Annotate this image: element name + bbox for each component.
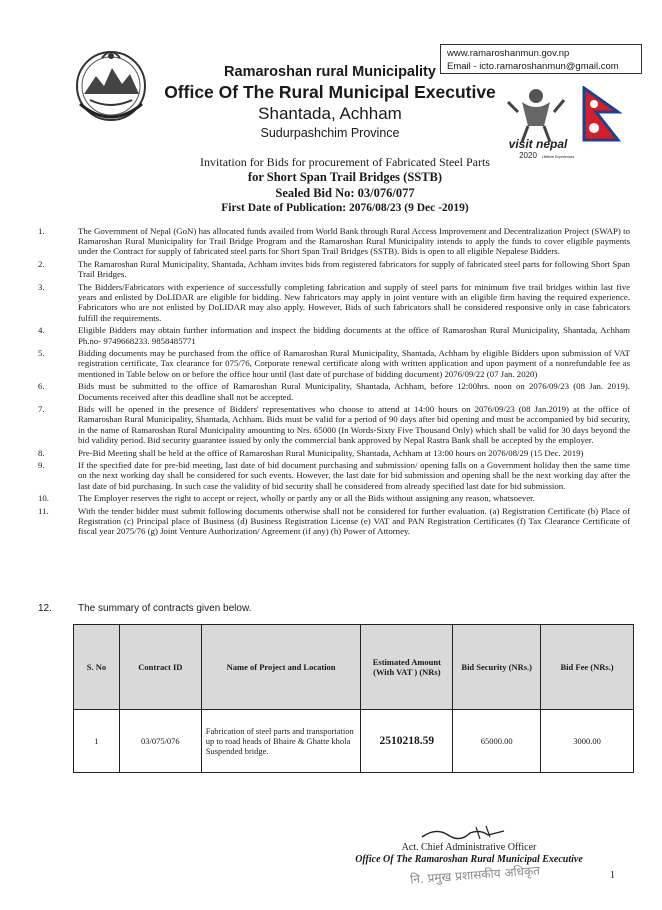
clause-8 [36, 448, 630, 458]
sealed-bid-number: Sealed Bid No: 03/076/077 [275, 186, 415, 200]
visit-nepal-tagline: Lifetime Experiences [541, 155, 575, 159]
bid-clauses [36, 226, 630, 539]
clause-number: 10. [38, 493, 49, 504]
clause-7 [36, 404, 630, 445]
cell-contract-id: 03/075/076 [119, 710, 201, 773]
cell-sno: 1 [74, 710, 120, 773]
col-header-bid-security: Bid Security (NRs.) [453, 625, 541, 710]
page-number: 1 [610, 870, 615, 881]
clause-text: With the tender bidder must submit following documents otherwise shall not be considered for further evaluation. (a) Registration Certificate (b) Place of Registration (c) Principal place of Business (d) Business Registration License (e) VAT and PAN Registration Certificates (f) Tax Clearance Certificate of fiscal year 2075/76 (g) Joint Venture Authorization/ Agreement (if any) (h) Power of Attorney. [78, 506, 630, 537]
invitation-title: Invitation for Bids for procurement of Fabricated Steel Parts [200, 155, 490, 169]
col-header-sno: S. No [74, 625, 120, 710]
invitation-subtitle: for Short Span Trail Bridges (SSTB) [247, 170, 443, 184]
clause-6 [36, 381, 630, 401]
clause-number: 1. [38, 226, 45, 236]
col-header-contract-id: Contract ID [119, 625, 201, 710]
summary-heading [38, 603, 251, 614]
visit-nepal-year: 2020 [519, 151, 537, 160]
municipality-emblem [72, 44, 150, 126]
col-header-project: Name of Project and Location [201, 625, 361, 710]
signatory-title: Act. Chief Administrative Officer [401, 842, 537, 853]
summary-number: 12. [38, 603, 52, 614]
clause-number: 8. [38, 447, 45, 458]
clause-number: 4. [38, 325, 45, 336]
table-header-row [74, 625, 634, 710]
nepal-flag-icon [582, 86, 622, 144]
clause-text: The Government of Nepal (GoN) has allocated funds availed from World Bank through Rural Access Improvement and Decentralization Project (SWAP) to Ramaroshan Rural Municipality for Trail Bridge Program and the Ramaroshan Rural Municipality intends to apply the funds to cover eligible payments under the Contract for supply of fabricated steel parts for Short Span Trail Bridges (SSTB). Bids is open to all eligible Nepalese Bidders. [78, 226, 630, 257]
clause-text: If the specified date for pre-bid meeting, last date of bid document purchasing and submission/ opening falls on a Government holiday then the same time on the next working day shall be considered for such events. However, the last date for bid submission and opening shall be the next working day after the last date of bid purchasing. In such case the validity of bid security shall be considered from already specified last date for bid submission. [78, 460, 630, 491]
office-name: Office Of The Rural Municipal Executive [164, 82, 496, 102]
contact-box [440, 44, 642, 74]
clause-number: 2. [38, 259, 45, 270]
website-link[interactable]: www.ramaroshanmun.gov.np [447, 48, 570, 59]
clause-5 [36, 348, 630, 379]
clause-number: 11. [38, 506, 49, 517]
cell-bid-security: 65000.00 [453, 710, 541, 773]
clause-text: Bidding documents may be purchased from the office of Ramaroshan Rural Municipality, Shantada, Achham by eligible Bidders upon submission of VAT registration certificate, Tax clearance for 075/76, Corporate renewal certificate along with written application and upon payment of a nonrefundable fee as mentioned in Table below on or before the office hour until (last date of purchase of bidding document) 2076/09/22 (07 Jan. 2020) [78, 348, 630, 379]
contracts-table [73, 624, 634, 773]
official-stamp: नि. प्रमुख प्रशासकीय अधिकृत [409, 863, 541, 887]
signature-image [418, 823, 510, 843]
province-name: Sudurpashchim Province [260, 126, 400, 140]
signatory-office: Office Of The Ramaroshan Rural Municipal Executive [355, 854, 583, 865]
clause-number: 7. [38, 404, 45, 415]
clause-number: 3. [38, 282, 45, 293]
summary-text: The summary of contracts given below. [78, 603, 252, 614]
clause-text: Pre-Bid Meeting shall be held at the office of Ramaroshan Rural Municipality, Shantada, Achham at 13:00 hours on 2076/08/29 (15 Dec. 2019) [78, 447, 584, 458]
publication-date: First Date of Publication: 2076/08/23 (9 Dec -2019) [221, 202, 469, 214]
clause-2 [36, 259, 630, 279]
cell-project: Fabrication of steel parts and transportation up to road heads of Bhaire & Ghatte khola Suspended bridge. [201, 710, 361, 773]
clause-number: 6. [38, 381, 45, 392]
col-header-bid-fee: Bid Fee (NRs.) [541, 625, 634, 710]
office-location: Shantada, Achham [258, 104, 402, 123]
clause-10 [36, 493, 630, 503]
clause-11 [36, 506, 630, 537]
table-row [74, 710, 634, 773]
clause-text: Bids must be submitted to the office of Ramaroshan Rural Municipality, Shantada, Achham, before 12:00hrs. noon on 2076/09/23 (08 Jan. 2019). Documents received after this deadline shall not be accepted. [78, 381, 630, 402]
clause-9 [36, 460, 630, 491]
visit-nepal-brand: visit nepal [508, 137, 568, 151]
clause-3 [36, 282, 630, 323]
clause-number: 5. [38, 348, 45, 359]
cell-estimated-amount: 2510218.59 [361, 710, 453, 773]
clause-text: The Bidders/Fabricators with experience of successfully completing fabrication and supply of steel parts for minimum five trail bridges within last five years and enlisted by DoLIDAR are eligible for bidding. New fabricators may apply in joint venture with an eligible firm having the required experience. Fabricators who are not enlisted by DoLIDAR may also apply. However, Bids of such fabricators shall be considered responsive only in case fabricators fulfill the requirements. [78, 282, 630, 323]
clause-text: Eligible Bidders may obtain further information and inspect the bidding documents at the office of Ramaroshan Rural Municipality, Shantada, Achham Ph.no- 9749668233. 9858485771 [78, 325, 630, 346]
clause-text: The Ramaroshan Rural Municipality, Shantada, Achham invites bids from registered fabricators for supply of fabricated steel parts for following Short Span Trail Bridges. [78, 259, 630, 280]
cell-bid-fee: 3000.00 [541, 710, 634, 773]
clause-text: The Employer reserves the right to accept or reject, wholly or partly any or all the Bids without assigning any reason, whatsoever. [78, 493, 535, 504]
clause-1 [36, 226, 630, 257]
col-header-estimated-amount: Estimated Amount (With VAT ) (NRs) [361, 625, 453, 710]
clause-4 [36, 325, 630, 345]
clause-number: 9. [38, 460, 45, 471]
municipality-name: Ramaroshan rural Municipality [224, 64, 436, 80]
visit-nepal-logo [492, 82, 584, 164]
email-link[interactable]: Email - icto.ramaroshanmun@gmail.com [447, 61, 619, 72]
clause-text: Bids will be opened in the presence of Bidders' representatives who choose to attend at 14:00 hours on 2076/09/23 (08 Jan.2019) at the office of Ramaroshan Rural Municipality, Shantada, Achham. Bids must be valid for a period of 90 days after bid opening and must be accompanied by bid security, in the name of Ramaroshan Rural Municipality amounting to Nrs. 65000 (In Words-Sixty Five Thousand Only) which shall be valid for 30 days beyond the bid validity period. Bid security guarantee issued by only the commercial bank approved by Nepal Rastra Bank shall be accepted by the employer. [78, 404, 630, 445]
